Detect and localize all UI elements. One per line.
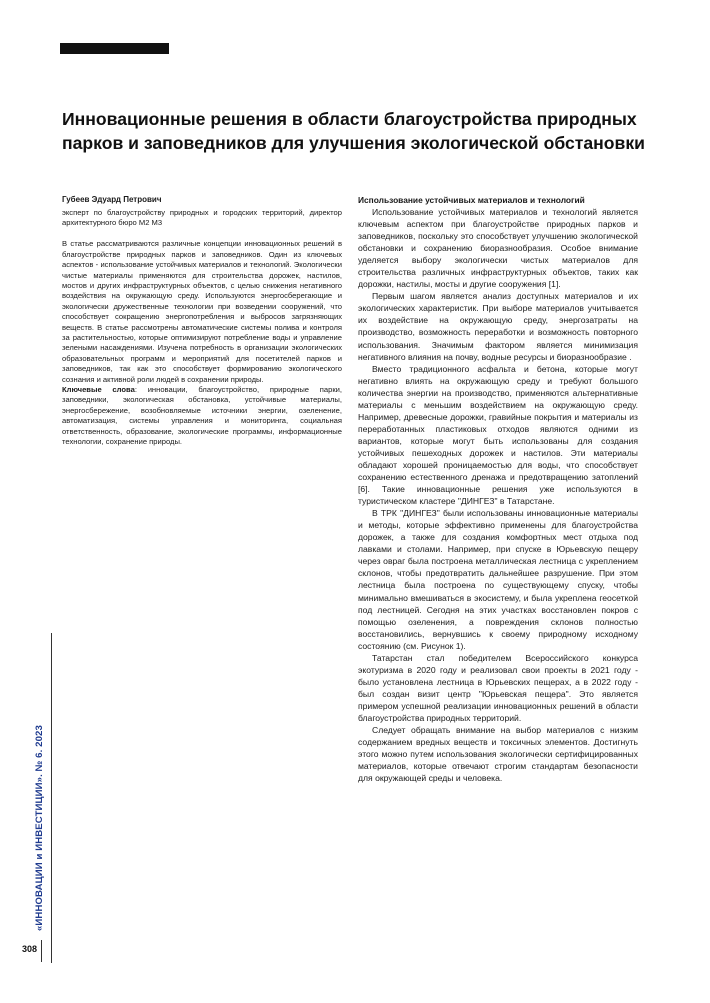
keywords-text: : инновации, благоустройство, природные парки, заповедники, экологическая обстановка, устойчивые материалы, энергосбережение, возобновляемые источники энергии, озеленение, автоматизация, системы управления и мониторинга, социальная ответственность, образование, экологические программы, информационные технологии, сохранение природы. [62, 385, 342, 447]
author-name: Губеев Эдуард Петрович [62, 195, 162, 204]
body-paragraph: В ТРК "ДИНГЕЗ" были использованы инновационные материалы и методы, которые эффективно применены для благоустройства дорожек, а также для создания комфортных мест отдыха под лавками и столами. Например, при спуске в Юрьевскую пещеру через овраг была построена металлическая лестница с укреплением склонов, чтобы предотвратить дальнейшее разрушение. При этом лестница была построена по существующему спуску, чтобы минимально вмешиваться в экосистему, и была укреплена геосеткой под лестницей. Сегодня на этих участках восстановлен покров с помощью озеленения, а повреждения склонов полностью восстановились, вернувшись к своему природному исходному состоянию (см. Рисунок 1). [358, 508, 638, 651]
header-decor-bar [60, 43, 169, 54]
author-affiliation: эксперт по благоустройству природных и городских территорий, директор архитектурного бюро М2 М3 [62, 207, 342, 227]
page-number: 308 [22, 944, 38, 954]
body-paragraph: Использование устойчивых материалов и технологий является ключевым аспектом при благоустройстве природных парков и заповедников, поскольку это способствует улучшению экологической обстановки и сохранению биоразнообразия. Особое внимание уделяется выбору экологически чистых материалов для строительства различных инфраструктурных объектов, таких как дорожки, настилы, мосты и другие сооружения [1]. [358, 207, 638, 290]
left-column [62, 195, 342, 447]
body-paragraph: Следует обращать внимание на выбор материалов с низким содержанием вредных веществ и токсичных элементов. Достигнуть этого можно путем использования экологически сертифицированных материалов, которые отвечают строгим стандартам безопасности для окружающей среды и человека. [358, 725, 638, 784]
keywords [62, 385, 342, 447]
page-number-rule [41, 940, 42, 962]
section-heading: Использование устойчивых материалов и технологий [358, 195, 585, 205]
margin-rule [51, 633, 52, 963]
body-paragraph: Татарстан стал победителем Всероссийского конкурса экотуризма в 2020 году и реализовал свои проекты в 2021 году - было установлена лестница в Юрьевских пещерах, а в 2022 году - был создан визит центр "Юрьевская пещера". Это является примером успешной реализации инновационных решений в области благоустройства природных территорий. [358, 652, 638, 723]
abstract-text: В статье рассматриваются различные концепции инновационных решений в благоустройстве природных парков и заповедников. Один из ключевых аспектов - использование устойчивых материалов и технологий. Экологически чистые материалы применяются для строительства дорожек, настилов, мостов и других инфраструктурных объектов, с целью снижения негативного воздействия на окружающую среду. Используются энергосберегающие и экологически дружественные технологии при возведении сооружений, что способствует сокращению энергопотребления и выбросов загрязняющих веществ. В статье рассмотрены автоматические системы полива и контроля за растительностью, которые оптимизируют потребление воды и управление зелеными насаждениями. Изучена потребность в организации экологических образовательных программ и мероприятий для посетителей парков и заповедников, так как это способствует формированию экологического сознания и активной роли людей в сохранении природы. [62, 239, 342, 384]
journal-running-title: «ИННОВАЦИИ и ИНВЕСТИЦИИ». № 6. 2023 [34, 725, 45, 931]
body-paragraph: Первым шагом является анализ доступных материалов и их экологических характеристик. При выборе материалов учитывается их воздействие на окружающую среду, энергозатраты на производство, возможность переработки и возможность повторного использования. Значимым фактором является минимизация негативного влияния на почву, водные ресурсы и биоразнообразие . [358, 291, 638, 362]
right-column [358, 195, 638, 784]
keywords-label: Ключевые слова [62, 385, 135, 394]
body-paragraph: Вместо традиционного асфальта и бетона, которые могут негативно влиять на окружающую среду и требуют большого количества энергии на производство, применяются альтернативные материалы с меньшим воздействием на окружающую среду. Например, древесные дорожки, гравийные покрытия и материалы из переработанных пластиковых отходов являются одними из вариантов, которые могут быть использованы для создания устойчивых пешеходных дорожек и настилов. Эти материалы обладают хорошей проницаемостью для воды, что способствует сохранению естественного дренажа и предотвращению затоплений [6]. Такие инновационные решения уже используются в туристическом кластере "ДИНГЕЗ" в Татарстане. [358, 363, 638, 507]
article-title: Инновационные решения в области благоустройства природных парков и заповедников для улучшения экологической обстановки [62, 109, 645, 153]
